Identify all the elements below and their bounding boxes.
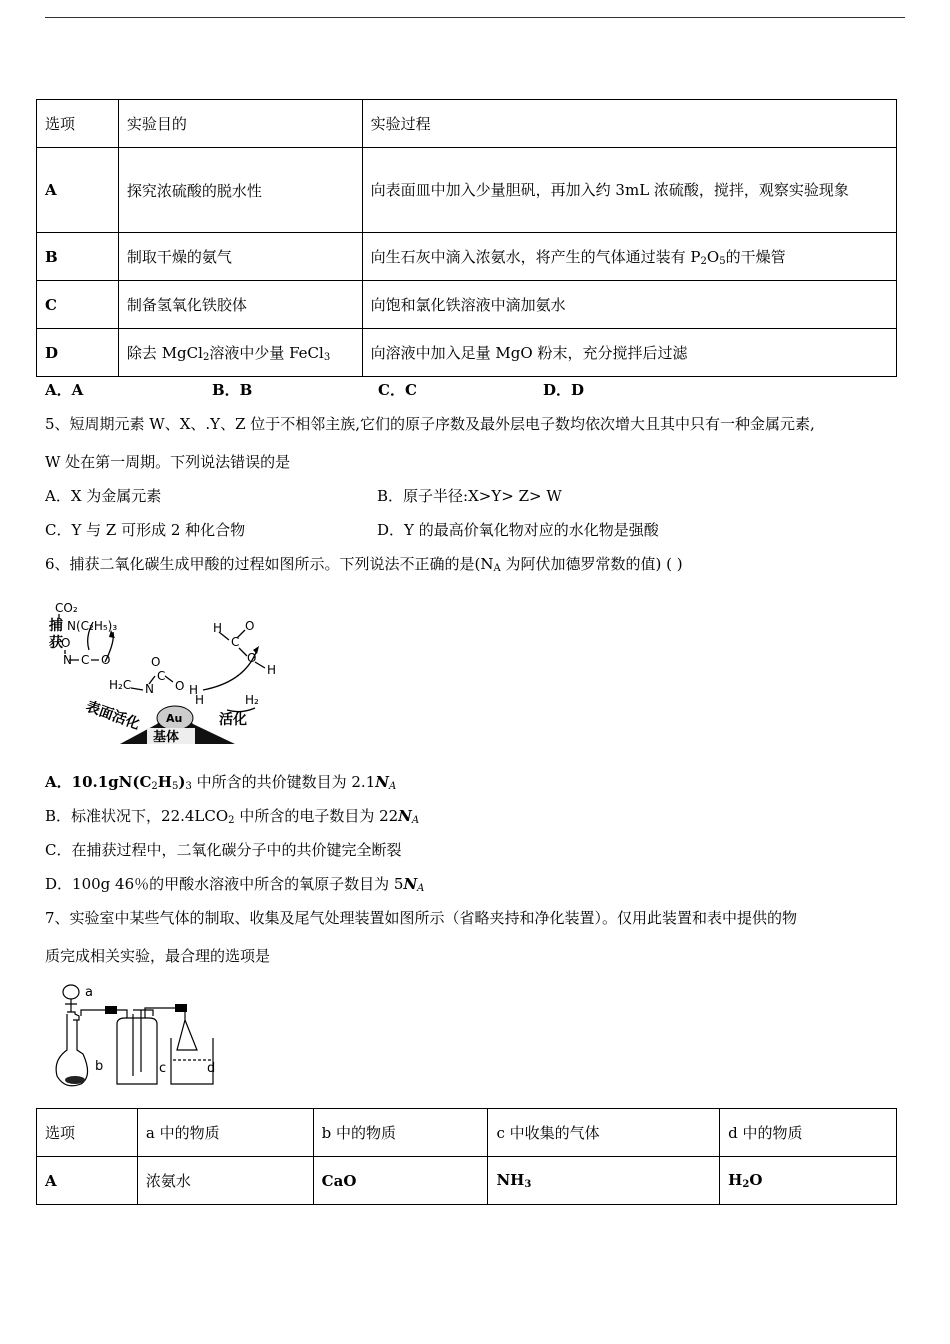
q5-choice-c: C．Y 与 Z 可形成 2 种化合物	[45, 521, 246, 539]
reagent-table	[36, 1108, 897, 1205]
q5-stem-cont: W 处在第一周期。下列说法错误的是	[45, 453, 291, 471]
label-b: b	[95, 1059, 104, 1074]
surface-label: 表面活化	[83, 698, 142, 733]
d-cell: $H_2O$	[720, 1157, 897, 1205]
gas-apparatus-diagram	[45, 980, 225, 1095]
q5-choice-d: D．Y 的最高价氧化物对应的水化物是强酸	[377, 521, 659, 539]
table-header-row	[37, 100, 897, 148]
option-cell: D	[37, 329, 119, 377]
capture-label-1: 捕	[49, 618, 63, 634]
svg-text:H₂C: H₂C	[109, 678, 132, 692]
table-header: 选项	[37, 100, 119, 148]
table-header: a 中的物质	[137, 1109, 313, 1157]
table-row	[37, 148, 897, 233]
co2-capture-diagram	[45, 592, 285, 752]
choice-a: A．A	[45, 381, 84, 399]
table-header: c 中收集的气体	[488, 1109, 720, 1157]
experiment-table	[36, 99, 897, 377]
option-cell: C	[37, 281, 119, 329]
svg-text:N: N	[145, 682, 154, 696]
q6-choice-b: B．标准状况下，$22.4LCO_2$ 中所含的电子数目为 $22N_A$	[45, 807, 420, 826]
process-cell: 向生石灰中滴入浓氨水，将产生的气体通过装有 $P_2O_5$的干燥管	[362, 233, 896, 281]
goal-cell: 探究浓硫酸的脱水性	[118, 148, 362, 233]
svg-text:H: H	[267, 663, 277, 677]
svg-text:C: C	[81, 653, 90, 667]
choice-b: B．B	[212, 381, 253, 399]
table-row	[37, 281, 897, 329]
label-c: c	[159, 1061, 167, 1076]
table-header: 选项	[37, 1109, 138, 1157]
choice-d: D．D	[543, 381, 585, 399]
q6-stem: 6、捕获二氧化碳生成甲酸的过程如图所示。下列说法不正确的是($N_A$ 为阿伏加德罗常数的值) ( )	[45, 555, 683, 574]
svg-text:O: O	[245, 619, 255, 633]
b-cell: CaO	[313, 1157, 488, 1205]
table-header: d 中的物质	[720, 1109, 897, 1157]
table-header: 实验目的	[118, 100, 362, 148]
option-cell: A	[37, 1157, 138, 1205]
q6-choice-d: D．100g 46％的甲酸水溶液中所含的氧原子数目为 $5N_A$	[45, 875, 425, 894]
q5-choice-a: A．X 为金属元素	[45, 487, 162, 505]
svg-text:O: O	[247, 651, 257, 665]
svg-text:C: C	[157, 669, 166, 683]
svg-text:H: H	[213, 621, 223, 635]
base-label: 基体	[153, 730, 180, 745]
process-cell: 向饱和氯化铁溶液中滴加氨水	[362, 281, 896, 329]
table-header: 实验过程	[362, 100, 896, 148]
co2-label: CO₂	[55, 601, 78, 615]
a-cell: 浓氨水	[137, 1157, 313, 1205]
svg-text:O: O	[175, 679, 185, 693]
c-cell: $NH_3$	[488, 1157, 720, 1205]
q7-stem-cont: 质完成相关实验，最合理的选项是	[45, 947, 271, 965]
table-header: b 中的物质	[313, 1109, 488, 1157]
svg-text:H: H	[189, 683, 199, 697]
svg-text:N: N	[63, 653, 72, 667]
amine-label: N(C₂H₅)₃	[67, 619, 118, 633]
goal-cell: 除去 MgCl$_2$溶液中少量 FeCl$_3$	[118, 329, 362, 377]
goal-cell: 制取干燥的氨气	[118, 233, 362, 281]
svg-text:C: C	[231, 635, 240, 649]
table-row	[37, 233, 897, 281]
au-label: Au	[166, 712, 183, 725]
svg-text:O: O	[151, 655, 161, 669]
svg-text:H: H	[195, 693, 205, 707]
option-cell: B	[37, 233, 119, 281]
header-rule	[45, 17, 905, 18]
choice-c: C．C	[378, 381, 417, 399]
q6-choice-a: A．$10.1gN(C_2H_5)_3$ 中所含的共价键数目为 $2.1N_A$	[45, 773, 397, 792]
q5-choice-b: B．原子半径:X>Y> Z> W	[377, 487, 562, 505]
svg-text:O: O	[101, 653, 111, 667]
table-header-row	[37, 1109, 897, 1157]
process-cell: 向表面皿中加入少量胆矾，再加入约 3mL 浓硫酸，搅拌，观察实验现象	[362, 148, 896, 233]
svg-text:O: O	[61, 636, 71, 650]
option-cell: A	[37, 148, 119, 233]
capture-label-2: 获	[49, 635, 63, 651]
goal-cell: 制备氢氧化铁胶体	[118, 281, 362, 329]
label-a: a	[85, 985, 93, 1000]
q7-stem: 7、实验室中某些气体的制取、收集及尾气处理装置如图所示（省略夹持和净化装置）。仅用此装置和表中提供的物	[45, 909, 798, 927]
activate-label: 活化	[219, 712, 247, 728]
q6-choice-c: C．在捕获过程中，二氧化碳分子中的共价键完全断裂	[45, 841, 402, 859]
q5-stem: 5、短周期元素 W、X、.Y、Z 位于不相邻主族,它们的原子序数及最外层电子数均依次增大且其中只有一种金属元素,	[45, 415, 815, 433]
label-d: d	[207, 1061, 216, 1076]
table-row	[37, 1157, 897, 1205]
table-row	[37, 329, 897, 377]
h2-label: H₂	[245, 693, 259, 707]
process-cell: 向溶液中加入足量 MgO 粉末，充分搅拌后过滤	[362, 329, 896, 377]
